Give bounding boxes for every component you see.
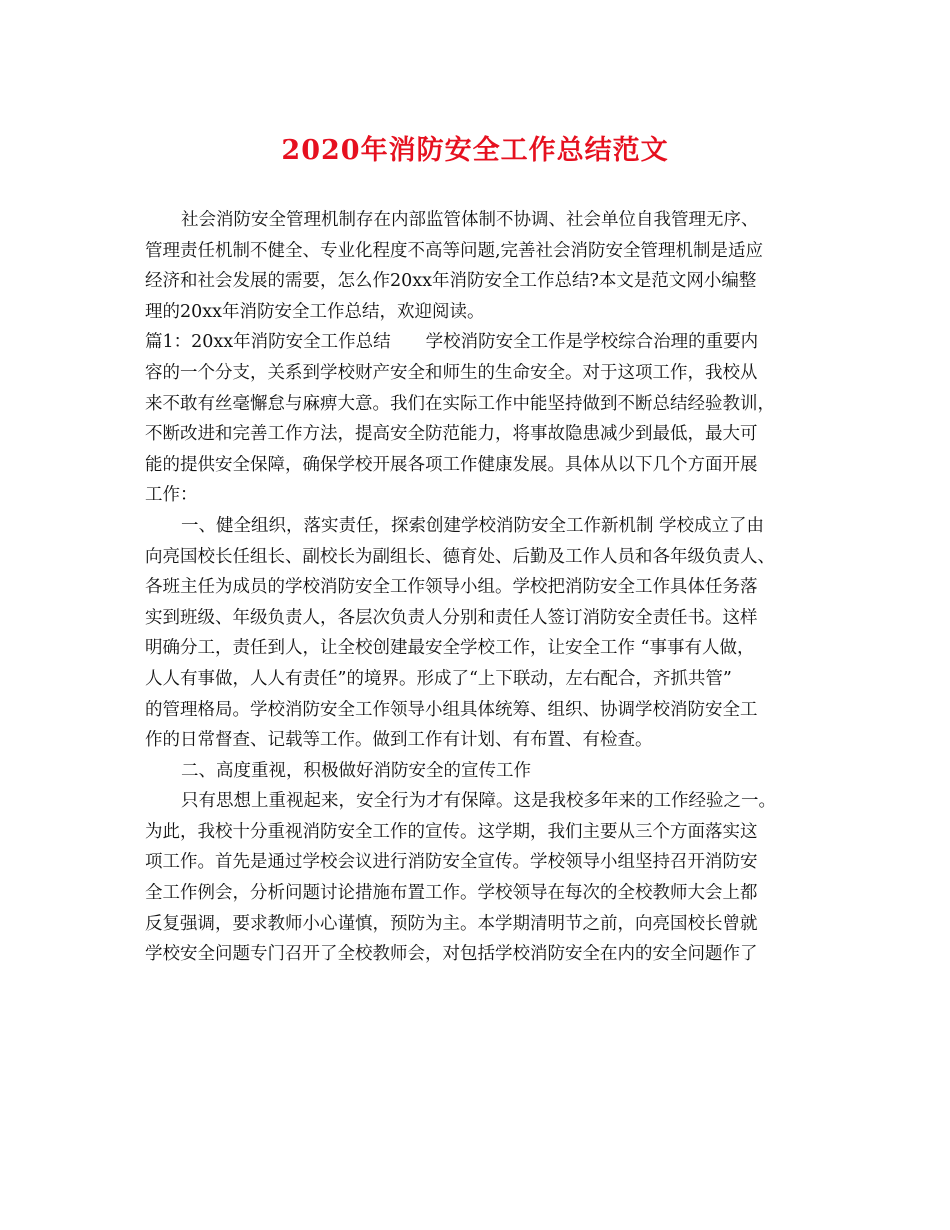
- paragraph-line: 经济和社会发展的需要，怎么作20xx年消防安全工作总结?本文是范文网小编整: [145, 271, 757, 292]
- paragraph-line: 篇1：20xx年消防安全工作总结 学校消防安全工作是学校综合治理的重要内: [145, 332, 759, 353]
- paragraph-line: 不断改进和完善工作方法，提高安全防范能力，将事故隐患减少到最低，最大可: [145, 424, 758, 445]
- document-title: 2020年消防安全工作总结范文: [281, 135, 669, 166]
- paragraph-line: 理的20xx年消防安全工作总结，欢迎阅读。: [145, 301, 485, 322]
- paragraph-line: 管理责任机制不健全、专业化程度不高等问题,完善社会消防安全管理机制是适应: [145, 240, 764, 261]
- paragraph-line: 学校安全问题专门召开了全校教师会，对包括学校消防安全在内的安全问题作了: [145, 944, 758, 965]
- paragraph-line: 来不敢有丝毫懈怠与麻痹大意。我们在实际工作中能坚持做到不断总结经验教训，: [145, 393, 775, 414]
- paragraph-line: 一、健全组织，落实责任，探索创建学校消防安全工作新机制 学校成立了由: [181, 515, 765, 536]
- document-body: [145, 205, 815, 970]
- paragraph-line: 各班主任为成员的学校消防安全工作领导小组。学校把消防安全工作具体任务落: [145, 577, 758, 598]
- paragraph-line: 为此，我校十分重视消防安全工作的宣传。这学期，我们主要从三个方面落实这: [145, 821, 758, 842]
- paragraph-line: 能的提供安全保障，确保学校开展各项工作健康发展。具体从以下几个方面开展: [145, 454, 758, 475]
- paragraph-line: 实到班级、年级负责人，各层次负责人分别和责任人签订消防安全责任书。这样: [145, 607, 758, 628]
- paragraph-line: 社会消防安全管理机制存在内部监管体制不协调、社会单位自我管理无序、: [181, 210, 759, 230]
- paragraph-line: 项工作。首先是通过学校会议进行消防安全宣传。学校领导小组坚持召开消防安: [145, 852, 758, 873]
- paragraph-line: 反复强调，要求教师小心谨慎，预防为主。本学期清明节之前，向亮国校长曾就: [145, 913, 758, 934]
- paragraph-line: 作的日常督查、记载等工作。做到工作有计划、有布置、有检查。: [145, 730, 653, 751]
- paragraph-line: 工作：: [145, 485, 198, 506]
- paragraph-line: 二、高度重视，积极做好消防安全的宣传工作: [181, 760, 531, 781]
- paragraph-line: 向亮国校长任组长、副校长为副组长、德育处、后勤及工作人员和各年级负责人、: [145, 546, 775, 567]
- paragraph-line: 只有思想上重视起来，安全行为才有保障。这是我校多年来的工作经验之一。: [181, 791, 776, 812]
- paragraph-line: 容的一个分支，关系到学校财产安全和师生的生命安全。对于这项工作，我校从: [145, 362, 758, 383]
- paragraph-line: 人人有事做，人人有责任”的境界。形成了“上下联动，左右配合，齐抓共管”: [145, 668, 732, 689]
- paragraph-line: 的管理格局。学校消防安全工作领导小组具体统筹、组织、协调学校消防安全工: [145, 699, 758, 720]
- paragraph-line: 明确分工，责任到人，让全校创建最安全学校工作，让安全工作 “事事有人做，: [145, 638, 755, 659]
- paragraph-line: 全工作例会，分析问题讨论措施布置工作。学校领导在每次的全校教师大会上都: [145, 883, 758, 904]
